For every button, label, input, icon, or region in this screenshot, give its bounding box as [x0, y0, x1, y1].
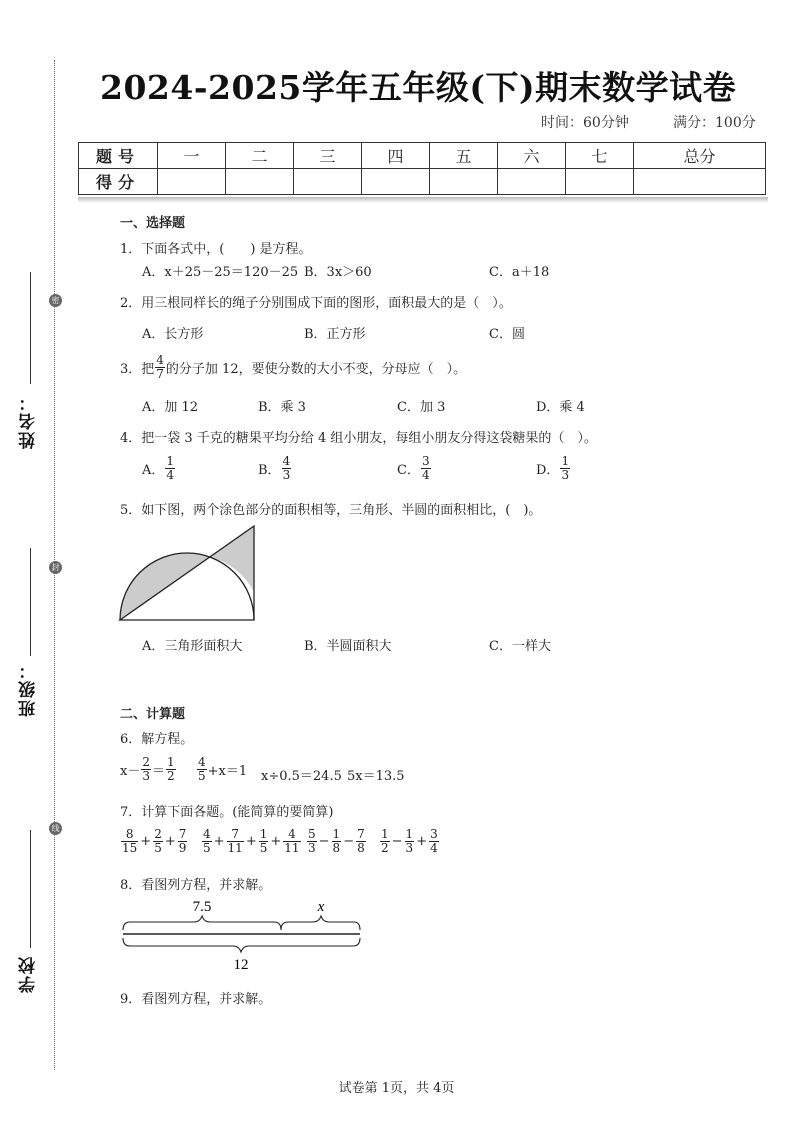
school-label: 学校: [19, 955, 39, 993]
q4-stem: 4．把一袋 3 千克的糖果平均分给 4 组小朋友，每组小朋友分得这袋糖果的（ ）。: [120, 431, 597, 446]
q6-equation-3: x÷0.5＝24.5: [261, 769, 342, 784]
denominator: 8: [357, 841, 365, 855]
denominator: 4: [430, 841, 438, 855]
q7-e3-fraction: [332, 828, 342, 855]
col-1: 一: [158, 143, 226, 169]
q6-e2-frac: [197, 756, 207, 783]
score-cell: [362, 169, 430, 195]
denominator: 11: [284, 841, 300, 855]
q7-e3-fraction: [356, 828, 366, 855]
q4-b-label: B．: [258, 463, 281, 478]
col-5: 五: [430, 143, 498, 169]
q4-a-den: 4: [166, 468, 175, 482]
operator: −: [318, 834, 330, 849]
q6-e1-d1: 3: [142, 769, 150, 783]
numerator: 3: [430, 827, 438, 841]
col-6: 六: [498, 143, 566, 169]
denominator: 9: [178, 841, 187, 855]
q7-e2-fraction: [202, 828, 212, 855]
denominator: 5: [203, 841, 211, 855]
numerator: 7: [178, 827, 187, 841]
q7-expr-2: [201, 828, 302, 855]
q4-d-num: 1: [561, 454, 570, 468]
numerator: 1: [332, 827, 341, 841]
denominator: 3: [405, 841, 414, 855]
name-line: [30, 272, 31, 384]
numerator: 7: [357, 827, 365, 841]
q6-equation-2: [196, 756, 247, 783]
q6-equation-1: [120, 756, 177, 783]
score-table: [78, 142, 766, 195]
q8-label-bottom: 12: [233, 957, 249, 973]
q8-stem: 8．看图列方程，并求解。: [120, 878, 272, 893]
q4-d-den: 3: [561, 468, 570, 482]
q5-option-b: B．半圆面积大: [304, 639, 392, 654]
score-cell: [634, 169, 766, 195]
q3-option-c: C．加 3: [397, 400, 446, 415]
q1-option-a: A．x＋25－25＝120－25: [142, 265, 299, 280]
q7-e1-fraction: [178, 828, 188, 855]
q4-c-num: 3: [421, 454, 430, 468]
q3-fraction: [155, 354, 165, 381]
q4-option-b: [258, 455, 292, 482]
score-cell: [566, 169, 634, 195]
denominator: 5: [154, 841, 162, 855]
operator: +: [416, 834, 428, 849]
numerator: 4: [203, 827, 211, 841]
score-label: 得分: [79, 169, 158, 195]
score-table-header-row: [79, 143, 766, 169]
q7-e4-fraction: [380, 828, 390, 855]
q7-e2-fraction: [259, 828, 269, 855]
q8-brace-bottom: [123, 938, 360, 952]
operator: −: [343, 834, 355, 849]
numerator: 2: [154, 827, 162, 841]
q4-option-a: [142, 455, 176, 482]
q5-option-a: A．三角形面积大: [142, 639, 243, 654]
section1-title: 一、选择题: [120, 216, 186, 231]
class-label: 班级：: [19, 660, 39, 717]
score-cell: [498, 169, 566, 195]
q6-e1-n2: 1: [167, 755, 175, 769]
numerator: 7: [227, 828, 244, 842]
q5-option-c: C．一样大: [489, 639, 551, 654]
q6-e1-x: x－: [120, 764, 141, 779]
operator: +: [213, 834, 225, 849]
table-shadow: [78, 197, 768, 203]
q3-num: 4: [156, 353, 164, 367]
operator: +: [164, 834, 176, 849]
q3-pre: 3．把: [120, 362, 155, 377]
score-cell: [430, 169, 498, 195]
numerator: 4: [283, 828, 300, 842]
denominator: 3: [308, 841, 316, 855]
q4-c-fraction: [421, 455, 431, 482]
q4-b-num: 4: [282, 454, 291, 468]
q6-e2-d: 5: [198, 769, 206, 783]
numerator: 1: [405, 827, 414, 841]
q6-e2-n: 4: [198, 755, 206, 769]
q6-e1-frac1: [141, 756, 151, 783]
q3-den: 7: [156, 367, 164, 381]
full-score: 满分：100分: [673, 115, 756, 131]
operator: −: [391, 834, 403, 849]
q4-option-c: [397, 455, 432, 482]
denominator: 15: [122, 841, 138, 855]
q6-e1-frac2: [166, 756, 176, 783]
name-label: 姓名：: [19, 392, 39, 449]
col-3: 三: [294, 143, 362, 169]
score-table-score-row: [79, 169, 766, 195]
denominator: 5: [259, 841, 268, 855]
q2-option-c: C．圆: [489, 327, 525, 342]
q5-figure: [112, 522, 262, 628]
q8-label-left: 7.5: [192, 900, 212, 915]
q8-brace-right: [281, 916, 360, 930]
q7-expr-1: [120, 828, 188, 855]
denominator: 8: [332, 841, 341, 855]
operator: +: [270, 834, 282, 849]
q7-e4-fraction: [429, 828, 439, 855]
q6-equation-4: 5x＝13.5: [347, 769, 405, 784]
q4-d-label: D．: [536, 463, 560, 478]
numerator: 1: [259, 827, 268, 841]
q1-stem: 1．下面各式中，( ) 是方程。: [120, 242, 312, 257]
score-cell: [158, 169, 226, 195]
numerator: 5: [308, 827, 316, 841]
q3-stem: [120, 354, 466, 381]
school-line: [30, 830, 31, 948]
q4-b-den: 3: [282, 468, 291, 482]
seal-feng: 封: [49, 561, 62, 574]
q7-e1-fraction: [153, 828, 163, 855]
q3-option-d: D．乘 4: [536, 400, 585, 415]
q4-c-den: 4: [421, 468, 430, 482]
q4-c-label: C．: [397, 463, 420, 478]
col-4: 四: [362, 143, 430, 169]
q7-e1-fraction: [121, 828, 138, 855]
q8-brace-left: [123, 916, 281, 930]
q3-option-a: A．加 12: [142, 400, 199, 415]
operator: +: [140, 834, 152, 849]
page-title: 2024-2025学年五年级(下)期末数学试卷: [100, 68, 737, 107]
q7-expr-3: [306, 828, 367, 855]
q4-d-fraction: [560, 455, 570, 482]
numerator: 1: [381, 827, 389, 841]
q6-e1-eq: ＝: [151, 764, 165, 779]
score-cell: [226, 169, 294, 195]
q7-e2-fraction: [283, 828, 300, 855]
q4-a-label: A．: [142, 463, 165, 478]
q1-option-c: C．a＋18: [489, 265, 550, 280]
q7-e4-fraction: [405, 828, 415, 855]
q6-e1-d2: 2: [167, 769, 175, 783]
exam-time: 时间：60分钟: [541, 115, 629, 131]
q8-label-x: x: [317, 900, 325, 915]
q4-a-num: 1: [166, 454, 175, 468]
operator: +: [245, 834, 257, 849]
q5-stem: 5．如下图，两个涂色部分的面积相等，三角形、半圆的面积相比，( )。: [120, 503, 542, 518]
q8-diagram: [118, 900, 368, 975]
denominator: 2: [381, 841, 389, 855]
q4-option-d: [536, 455, 571, 482]
q6-stem: 6．解方程。: [120, 732, 194, 747]
q7-e3-fraction: [307, 828, 317, 855]
section2-title: 二、计算题: [120, 707, 186, 722]
q7-expr-4: [379, 828, 440, 855]
denominator: 11: [227, 841, 243, 855]
q4-a-fraction: [165, 455, 175, 482]
q6-e1-n1: 2: [142, 755, 150, 769]
page-footer: 试卷第 1页，共 4页: [338, 1081, 455, 1096]
q1-option-b: B．3x＞60: [304, 265, 372, 280]
class-line: [30, 548, 31, 656]
q2-option-a: A．长方形: [142, 327, 204, 342]
q9-stem: 9．看图列方程，并求解。: [120, 992, 272, 1007]
q7-stem: 7．计算下面各题。(能简算的要简算): [120, 805, 334, 820]
q3-post: 的分子加 12，要使分数的大小不变，分母应（ ）。: [165, 362, 467, 377]
col-7: 七: [566, 143, 634, 169]
question-number-label: 题号: [79, 143, 158, 169]
seal-mi: 密: [49, 294, 62, 307]
seal-xian: 线: [49, 822, 62, 835]
numerator: 8: [121, 828, 138, 842]
q2-option-b: B．正方形: [304, 327, 366, 342]
q3-option-b: B．乘 3: [258, 400, 306, 415]
q2-stem: 2．用三根同样长的绳子分别围成下面的图形，面积最大的是（ ）。: [120, 296, 512, 311]
col-2: 二: [226, 143, 294, 169]
q7-e2-fraction: [227, 828, 244, 855]
col-total: 总分: [634, 143, 766, 169]
score-cell: [294, 169, 362, 195]
q6-e2-rest: +x＝1: [207, 764, 248, 779]
q4-b-fraction: [282, 455, 292, 482]
